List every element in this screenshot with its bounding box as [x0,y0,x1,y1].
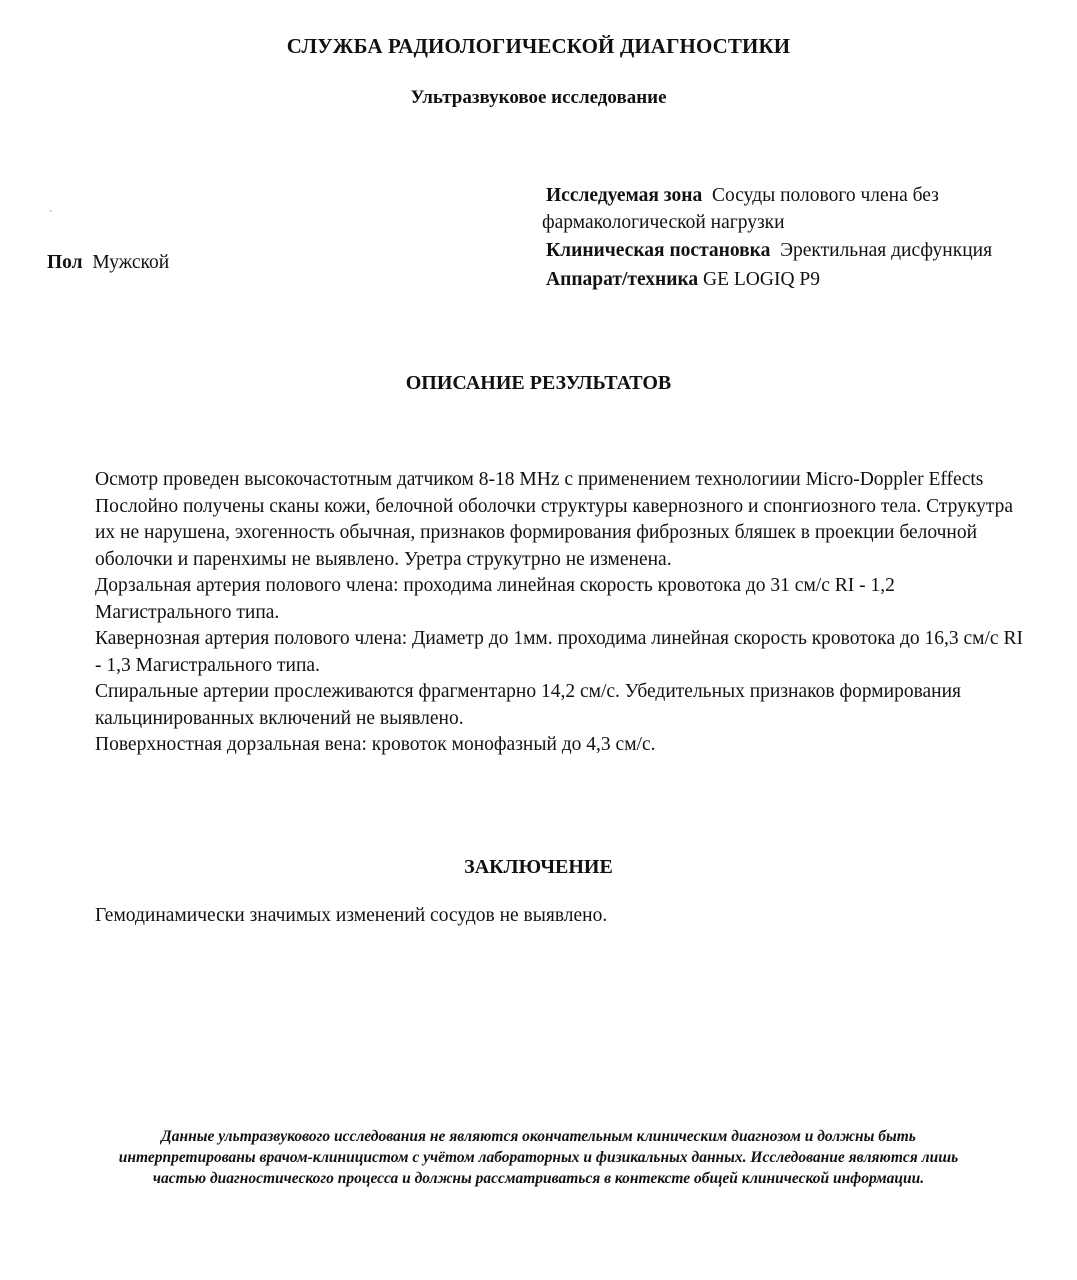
gender-value: Мужской [92,252,170,273]
disclaimer-line: интерпретированы врачом-клиницистом с учётом лабораторных и физикальных данных. Исследование являются лишь [118,1149,959,1166]
device [542,267,1022,294]
device-label: Аппарат/техника [546,268,699,290]
disclaimer [30,1126,1047,1189]
gender-label: Пол [47,252,83,273]
results-description [95,467,1025,759]
zone-value: Сосуды полового члена без фармакологической нагрузки [542,185,939,233]
disclaimer-line: частью диагностического процесса и должны рассматриваться в контексте общей клинической информации. [152,1170,925,1187]
results-paragraph: Осмотр проведен высокочастотным датчиком 8-18 MHz с применением технологиии Micro-Doppler Effects [95,469,984,490]
results-paragraph: Спиральные артерии прослеживаются фрагментарно 14,2 см/с. Убедительных признаков формирования кальцинированных включений не выявлено. [95,681,962,729]
study-info [542,183,1022,295]
clinical-label: Клиническая постановка [546,240,771,261]
clinical-setting [542,238,1022,265]
document-title: СЛУЖБА РАДИОЛОГИЧЕСКОЙ ДИАГНОСТИКИ [286,34,791,58]
patient-gender [47,252,169,274]
zone-label: Исследуемая зона [546,185,703,206]
device-value: GE LOGIQ P9 [703,268,821,290]
results-title: ОПИСАНИЕ РЕЗУЛЬТАТОВ [405,372,672,394]
results-paragraph: Дорзальная артерия полового члена: проходима линейная скорость кровотока до 31 см/с RI - 1,2 Магистрального типа. [95,575,895,623]
disclaimer-line: Данные ультразвукового исследования не являются окончательным клиническим диагнозом и должны быть [161,1128,916,1145]
clinical-value: Эректильная дисфункция [780,240,993,261]
results-paragraph: Послойно получены сканы кожи, белочной оболочки структуры кавернозного и спонгиозного тела. Струкутра их не нарушена, эхогенность обычная, признаков формирования фиброзных бляшек в проекции белочной оболочки и паренхимы не выявлено. Уретра струкутрно не изменена. [95,495,1014,570]
conclusion-text: Гемодинамически значимых изменений сосудов не выявлено. [95,905,608,926]
document-subtitle: Ультразвуковое исследование [410,87,667,108]
results-paragraph: Поверхностная дорзальная вена: кровоток монофазный до 4,3 см/с. [95,734,656,755]
scan-artifact-dot [49,210,52,212]
conclusion-title: ЗАКЛЮЧЕНИЕ [464,856,613,878]
study-zone [542,183,1022,236]
results-paragraph: Кавернозная артерия полового члена: Диаметр до 1мм. проходима линейная скорость кровотока до 16,3 см/с RI - 1,3 Магистрального типа. [95,628,1023,676]
